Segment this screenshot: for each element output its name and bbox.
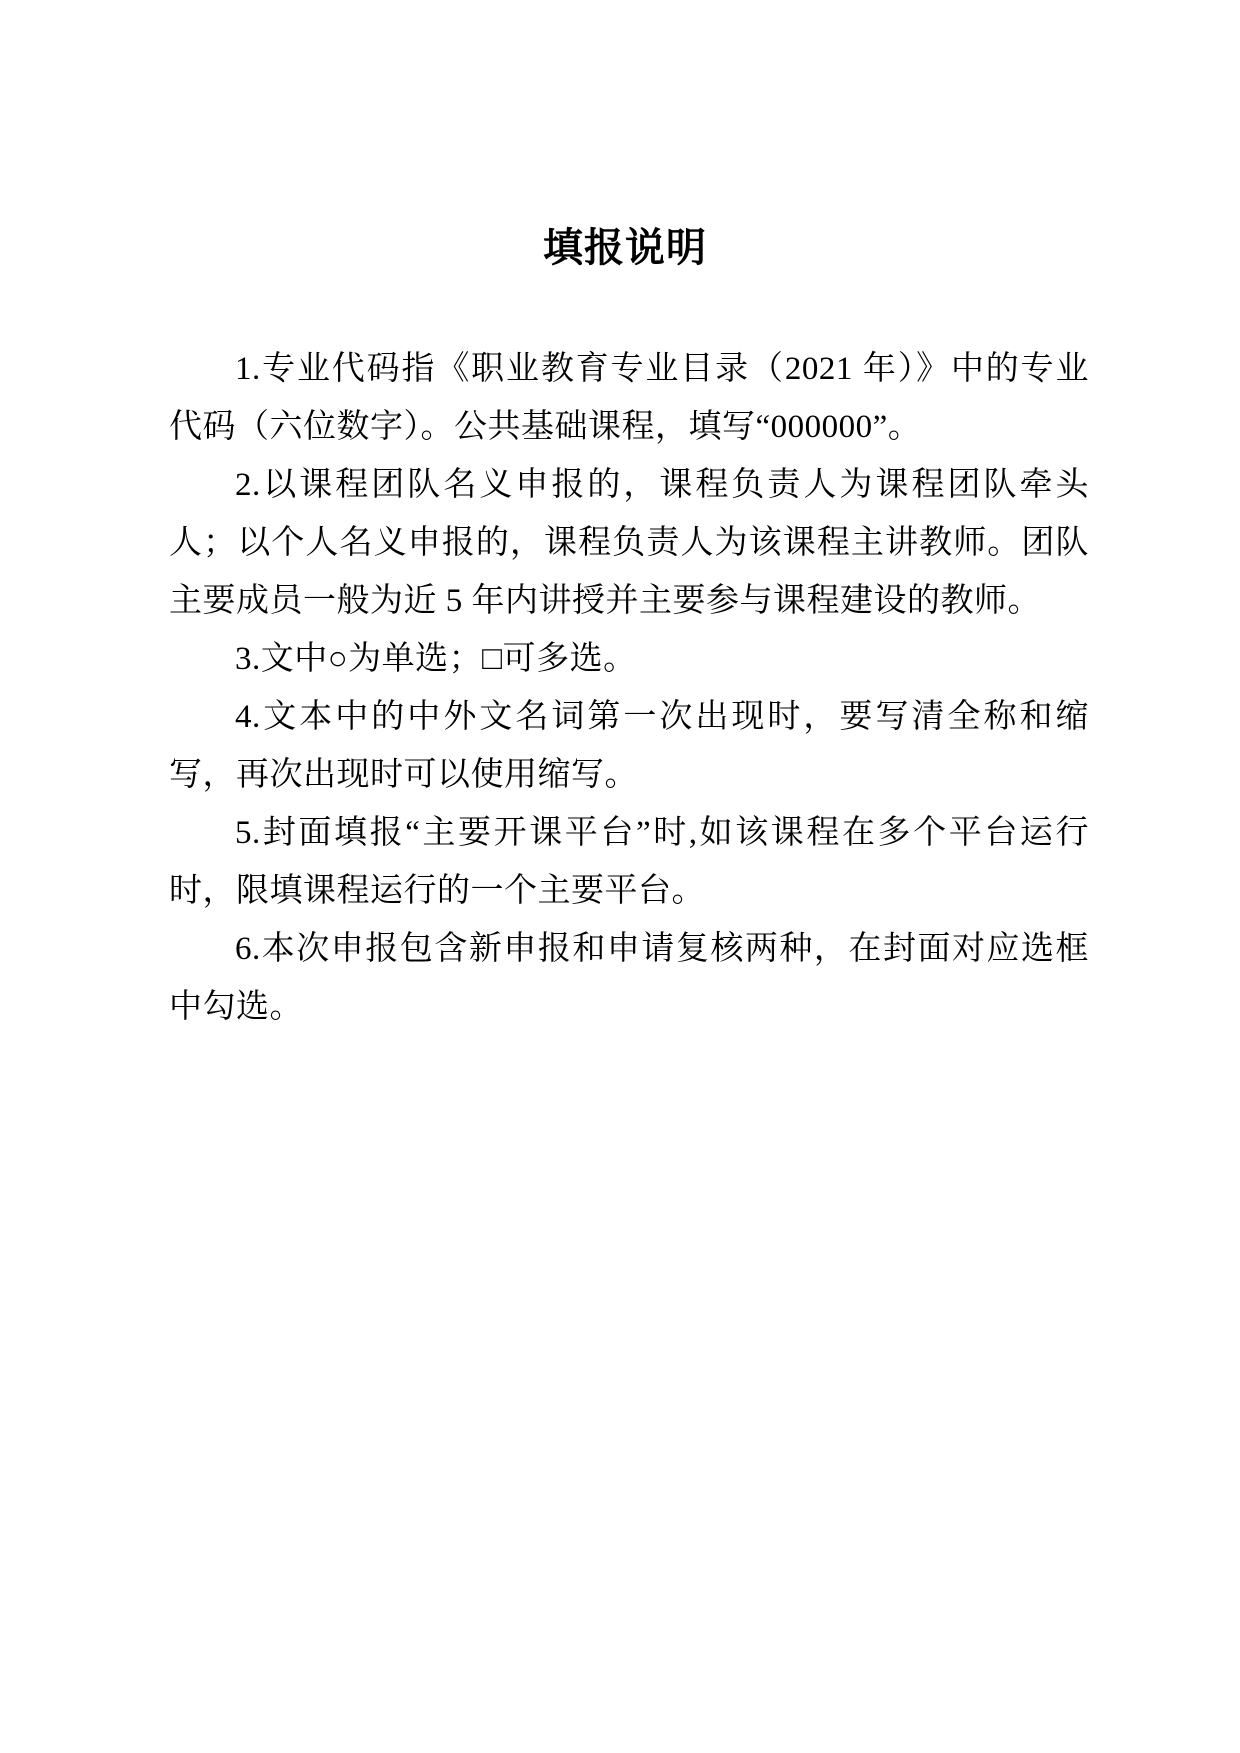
page-title: 填报说明 <box>543 226 707 270</box>
instructions-section <box>169 340 1089 1036</box>
instruction-item-5: 5.封面填报“主要开课平台”时,如该课程在多个平台运行时，限填课程运行的一个主要平台。 <box>169 815 1089 909</box>
instruction-item-3: 3.文中○为单选；□可多选。 <box>235 641 637 677</box>
instruction-item-1: 1.专业代码指《职业教育专业目录（2021 年）》中的专业代码（六位数字）。公共基础课程，填写“000000”。 <box>169 351 1089 445</box>
instruction-item-4: 4.文本中的中外文名词第一次出现时，要写清全称和缩写，再次出现时可以使用缩写。 <box>169 699 1089 793</box>
instruction-item-2: 2.以课程团队名义申报的，课程负责人为课程团队牵头人；以个人名义申报的，课程负责人为该课程主讲教师。团队主要成员一般为近 5 年内讲授并主要参与课程建设的教师。 <box>169 467 1089 619</box>
instruction-item-6: 6.本次申报包含新申报和申请复核两种，在封面对应选框中勾选。 <box>169 931 1089 1025</box>
